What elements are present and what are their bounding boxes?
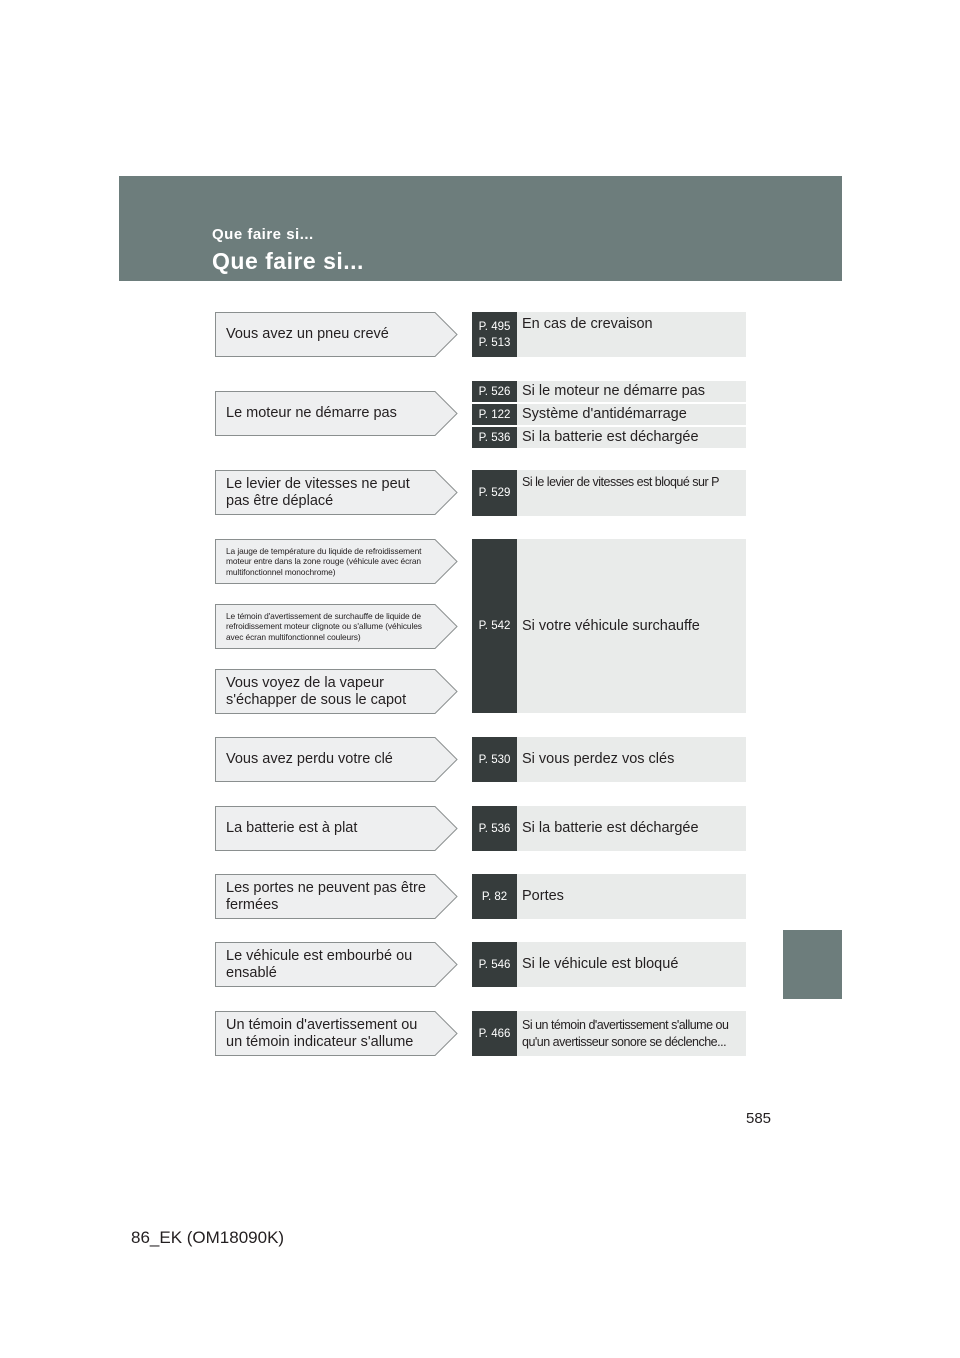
question-box [215,391,458,436]
page-reference[interactable]: P. 466 [472,1011,517,1056]
page-reference-label: P. 513 [478,336,511,349]
page-reference[interactable]: P. 526 [472,381,517,402]
page-title: Que faire si... [212,248,364,274]
answer-text: Si le moteur ne démarre pas [522,383,705,399]
question-text: Le témoin d'avertissement de surchauffe de liquide de refroidissement moteur clignote ou s'allume (véhicules avec écran multifonctionnel couleurs) [226,610,422,642]
question-text: La jauge de température du liquide de refroidissement moteur entre dans la zone rouge (véhicule avec écran multifonctionnel monochrome) [226,545,422,577]
answer-row [472,874,746,919]
question-text: Le levier de vitesses ne peut pas être déplacé [226,475,410,509]
question-box [215,806,458,851]
question-text: La batterie est à plat [226,820,358,836]
question-box [215,874,458,919]
question-text: Le moteur ne démarre pas [226,405,397,421]
page-reference[interactable] [472,312,517,357]
page-reference[interactable]: P. 546 [472,942,517,987]
answer-text: Si le levier de vitesses est bloqué sur P [522,475,719,489]
question-box [215,669,458,714]
question-box [215,1011,458,1056]
answer-text: Si votre véhicule surchauffe [522,617,700,634]
section-header [119,176,842,281]
answer-text: Portes [522,888,564,904]
answer-row [472,1011,746,1056]
answer-text: Si la batterie est déchargée [522,429,699,445]
answer-row [472,470,746,516]
answer-text: Si vous perdez vos clés [522,751,675,767]
answer-text: Si un témoin d'avertissement s'allume ou qu'un avertisseur sonore se déclenche... [522,1017,729,1049]
question-text: Vous voyez de la vapeur s'échapper de sous le capot [226,674,407,708]
answer-row [472,539,746,713]
question-text: Vous avez un pneu crevé [226,326,389,342]
page-reference[interactable]: P. 536 [472,427,517,448]
section-subtitle: Que faire si... [212,226,314,243]
question-box [215,539,458,584]
page-reference[interactable]: P. 536 [472,806,517,851]
answer-row [472,942,746,987]
answer-row [472,381,746,402]
answer-text: En cas de crevaison [522,316,653,332]
page-reference[interactable]: P. 529 [472,470,517,516]
page-reference-label: P. 495 [478,320,511,333]
answer-row [472,806,746,851]
question-box [215,942,458,987]
footer-code: 86_EK (OM18090K) [131,1228,285,1247]
question-box [215,470,458,515]
page-reference[interactable]: P. 122 [472,404,517,425]
answer-text: Si la batterie est déchargée [522,820,699,836]
page-reference[interactable]: P. 82 [472,874,517,919]
answer-text: Système d'antidémarrage [522,406,687,422]
question-box [215,737,458,782]
chapter-tab [783,930,842,999]
question-box [215,312,458,357]
question-text: Les portes ne peuvent pas être fermées [226,879,426,913]
answer-text: Si le véhicule est bloqué [522,956,679,972]
answer-row [472,404,746,425]
question-text: Un témoin d'avertissement ou un témoin indicateur s'allume [226,1016,418,1050]
question-box [215,604,458,649]
question-text: Le véhicule est embourbé ou ensablé [226,947,413,981]
page-number: 585 [746,1110,772,1127]
question-text: Vous avez perdu votre clé [226,751,393,767]
answer-row [472,737,746,782]
page-reference[interactable]: P. 530 [472,737,517,782]
answer-row [472,312,746,357]
answer-row [472,427,746,448]
page-reference[interactable]: P. 542 [472,539,517,713]
